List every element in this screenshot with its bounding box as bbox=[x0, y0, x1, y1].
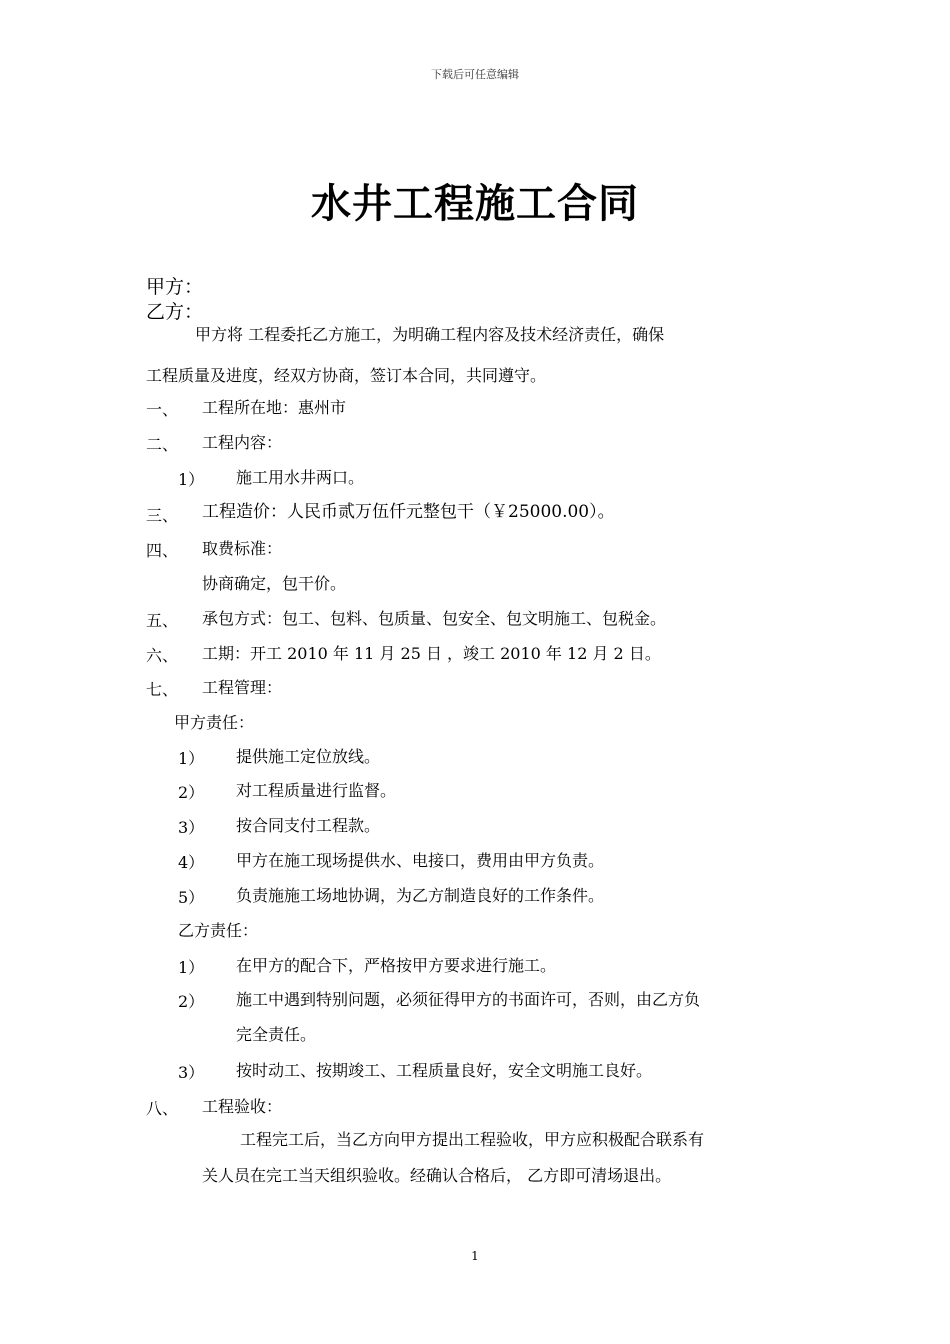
party-a-duty-1-text: 提供施工定位放线。 bbox=[236, 747, 381, 766]
section-8-line-2: 关人员在完工当天组织验收。经确认合格后， 乙方即可清场退出。 bbox=[202, 1166, 672, 1185]
party-b-duty-3-number: 3） bbox=[178, 1063, 205, 1082]
section-2-number: 二、 bbox=[146, 435, 179, 454]
party-a-label: 甲方： bbox=[146, 276, 204, 298]
party-a-duty-4-number: 4） bbox=[178, 853, 205, 872]
party-a-duties-heading: 甲方责任： bbox=[174, 713, 255, 732]
section-6-text: 工期：开工 2010 年 11 月 25 日 ，竣工 2010 年 12 月 2 日。 bbox=[202, 644, 661, 663]
section-8-number: 八、 bbox=[146, 1099, 179, 1118]
party-a-duty-1-number: 1） bbox=[178, 749, 205, 768]
section-3-number: 三、 bbox=[146, 506, 179, 525]
section-2-item-1-number: 1） bbox=[178, 470, 205, 489]
page-number: 1 bbox=[471, 1249, 479, 1263]
party-b-duties-heading: 乙方责任： bbox=[178, 921, 259, 940]
section-2-text: 工程内容： bbox=[202, 433, 283, 452]
party-b-duty-2-text: 施工中遇到特别问题，必须征得甲方的书面许可，否则，由乙方负 bbox=[236, 990, 701, 1009]
section-1-text: 工程所在地：惠州市 bbox=[202, 398, 347, 417]
section-7-number: 七、 bbox=[146, 680, 179, 699]
document-title: 水井工程施工合同 bbox=[311, 181, 639, 227]
party-a-duty-5-text: 负责施施工场地协调，为乙方制造良好的工作条件。 bbox=[236, 886, 605, 905]
section-2-item-1-text: 施工用水井两口。 bbox=[236, 468, 365, 487]
party-b-duty-1-number: 1） bbox=[178, 958, 205, 977]
intro-line-2: 工程质量及进度，经双方协商，签订本合同，共同遵守。 bbox=[146, 366, 547, 385]
party-a-duty-4-text: 甲方在施工现场提供水、电接口，费用由甲方负责。 bbox=[236, 851, 605, 870]
section-6-number: 六、 bbox=[146, 646, 179, 665]
section-3-text: 工程造价：人民币贰万伍仟元整包干（￥25000.00）。 bbox=[202, 502, 615, 522]
section-4-number: 四、 bbox=[146, 541, 179, 560]
party-b-duty-3-text: 按时动工、按期竣工、工程质量良好，安全文明施工良好。 bbox=[236, 1061, 653, 1080]
party-a-duty-3-text: 按合同支付工程款。 bbox=[236, 816, 381, 835]
section-4-text: 取费标准： bbox=[202, 539, 283, 558]
section-5-number: 五、 bbox=[146, 611, 179, 630]
section-8-text: 工程验收： bbox=[202, 1097, 283, 1116]
party-a-duty-2-text: 对工程质量进行监督。 bbox=[236, 781, 397, 800]
party-b-duty-2-text-continued: 完全责任。 bbox=[236, 1025, 317, 1044]
section-8-line-1: 工程完工后，当乙方向甲方提出工程验收，甲方应积极配合联系有 bbox=[240, 1130, 705, 1149]
party-b-duty-1-text: 在甲方的配合下，严格按甲方要求进行施工。 bbox=[236, 956, 557, 975]
party-a-duty-2-number: 2） bbox=[178, 783, 205, 802]
section-4-detail: 协商确定，包干价。 bbox=[202, 574, 347, 593]
party-b-label: 乙方： bbox=[146, 301, 204, 323]
page-header: 下载后可任意编辑 bbox=[431, 68, 519, 81]
party-b-duty-2-number: 2） bbox=[178, 992, 205, 1011]
section-7-text: 工程管理： bbox=[202, 678, 283, 697]
intro-line-1: 甲方将 工程委托乙方施工，为明确工程内容及技术经济责任，确保 bbox=[195, 325, 665, 344]
party-a-duty-3-number: 3） bbox=[178, 818, 205, 837]
party-a-duty-5-number: 5） bbox=[178, 888, 205, 907]
section-1-number: 一、 bbox=[146, 400, 179, 419]
section-5-text: 承包方式：包工、包料、包质量、包安全、包文明施工、包税金。 bbox=[202, 609, 667, 628]
